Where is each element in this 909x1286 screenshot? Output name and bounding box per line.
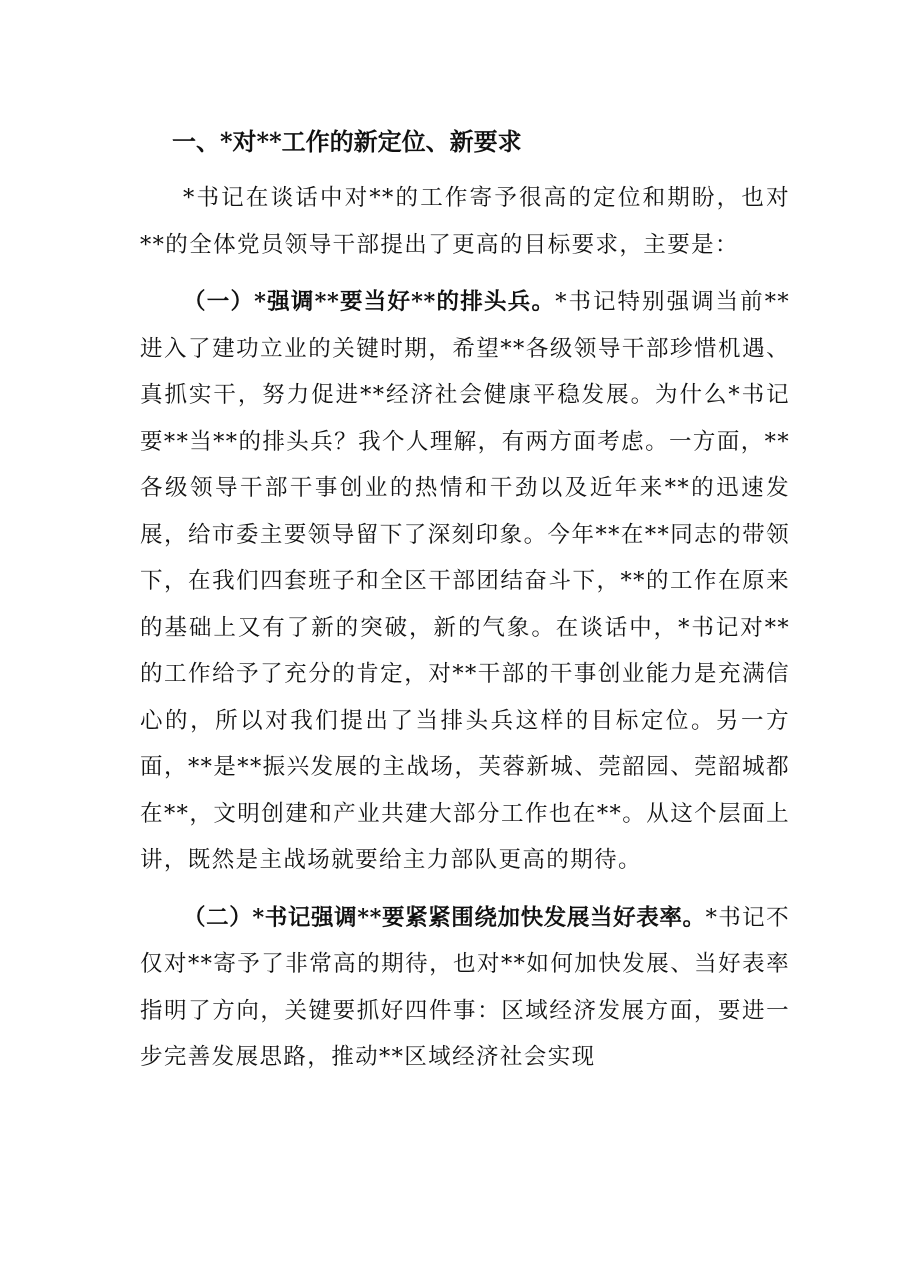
section-2-lead: （二）*书记强调**要紧紧围绕加快发展当好表率。	[183, 904, 706, 931]
intro-paragraph: *书记在谈话中对**的工作寄予很高的定位和期盼，也对**的全体党员领导干部提出了更高的目标要求，主要是：	[140, 185, 790, 258]
section-paragraph-1	[140, 279, 790, 884]
section-1-lead: （一）*强调**要当好**的排头兵。	[183, 289, 556, 315]
document-body	[140, 116, 790, 1081]
section-heading: 一、*对**工作的新定位、新要求	[172, 127, 522, 156]
section-2-text: *书记不仅对**寄予了非常高的期待，也对**如何加快发展、当好表率指明了方向，关键要抓好四件事：区域经济发展方面，要进一步完善发展思路，推动**区域经济社会实现	[140, 904, 790, 1070]
section-paragraph-2	[140, 895, 790, 1081]
section-1-text: *书记特别强调当前**进入了建功立业的关键时期，希望**各级领导干部珍惜机遇、真抓实干，努力促进**经济社会健康平稳发展。为什么*书记要**当**的排头兵？我个人理解，有两方面考虑。一方面，**各级领导干部干事创业的热情和干劲以及近年来**的迅速发展，给市委主要领导留下了深刻印象。今年**在**同志的带领下，在我们四套班子和全区干部团结奋斗下，**的工作在原来的基础上又有了新的突破，新的气象。在谈话中，*书记对**的工作给予了充分的肯定，对**干部的干事创业能力是充满信心的，所以对我们提出了当排头兵这样的目标定位。另一方面，**是**振兴发展的主战场，芙蓉新城、莞韶园、莞韶城都在**，文明创建和产业共建大部分工作也在**。从这个层面上讲，既然是主战场就要给主力部队更高的期待。	[140, 289, 790, 873]
